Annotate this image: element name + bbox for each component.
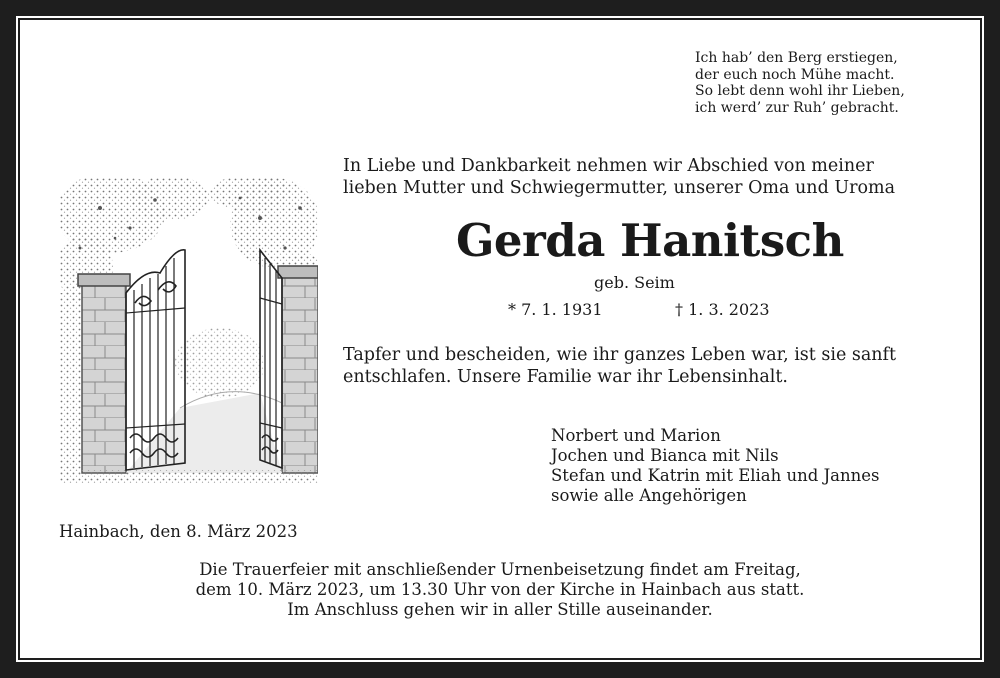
intro-line: In Liebe und Dankbarkeit nehmen wir Abschied von meiner bbox=[343, 156, 874, 176]
place-date: Hainbach, den 8. März 2023 bbox=[59, 522, 298, 541]
mourner: Norbert und Marion bbox=[551, 426, 721, 445]
poem bbox=[695, 50, 905, 116]
mourner: Jochen und Bianca mit Nils bbox=[551, 446, 779, 465]
mourner: Stefan und Katrin mit Eliah und Jannes bbox=[551, 466, 880, 485]
tribute-text bbox=[343, 344, 896, 388]
intro-text bbox=[343, 155, 895, 199]
birth-date: * 7. 1. 1931 bbox=[508, 300, 603, 319]
poem-line: So lebt denn wohl ihr Lieben, bbox=[695, 83, 905, 99]
garden-gate-illustration bbox=[60, 178, 318, 483]
poem-line: der euch noch Mühe macht. bbox=[695, 66, 895, 83]
deceased-name: Gerda Hanitsch bbox=[456, 214, 844, 267]
service-line: dem 10. März 2023, um 13.30 Uhr von der Kirche in Hainbach aus statt. bbox=[195, 580, 805, 599]
death-date: † 1. 3. 2023 bbox=[675, 300, 770, 319]
service-line: Im Anschluss gehen wir in aller Stille auseinander. bbox=[287, 600, 713, 619]
tribute-line: entschlafen. Unsere Familie war ihr Lebensinhalt. bbox=[343, 367, 788, 387]
service-line: Die Trauerfeier mit anschließender Urnenbeisetzung findet am Freitag, bbox=[199, 560, 801, 579]
mourner: sowie alle Angehörigen bbox=[551, 486, 747, 505]
tribute-line: Tapfer und bescheiden, wie ihr ganzes Leben war, ist sie sanft bbox=[343, 345, 897, 365]
poem-line: ich werd’ zur Ruh’ gebracht. bbox=[695, 99, 899, 116]
service-info bbox=[100, 560, 900, 620]
maiden-name: geb. Seim bbox=[594, 273, 675, 292]
poem-line: Ich hab’ den Berg erstiegen, bbox=[695, 50, 898, 66]
intro-line: lieben Mutter und Schwiegermutter, unserer Oma und Uroma bbox=[343, 178, 896, 198]
mourners-list bbox=[551, 426, 880, 506]
